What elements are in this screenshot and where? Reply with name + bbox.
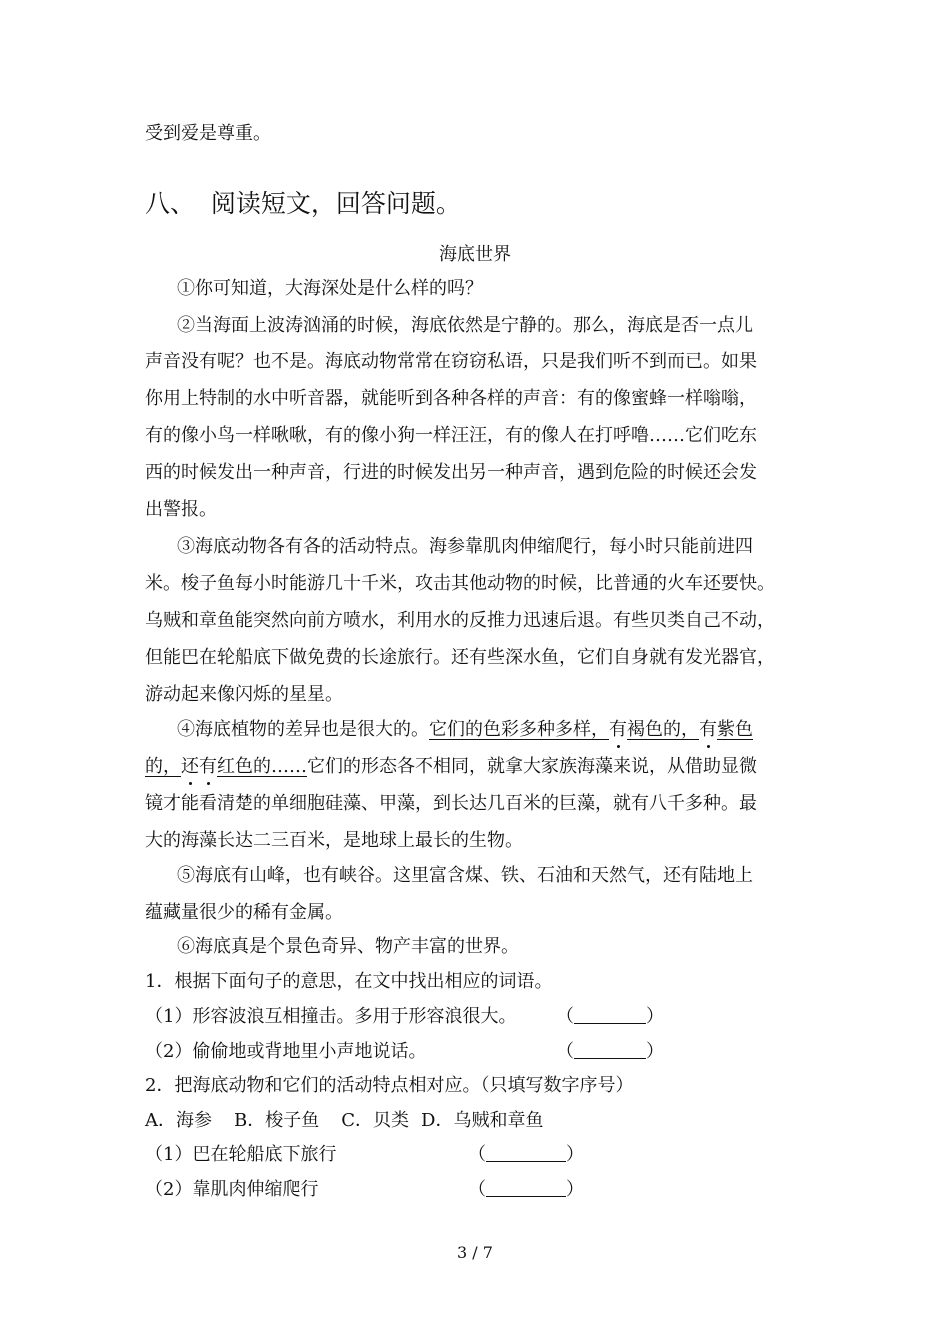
option-c: C．贝类: [341, 1110, 410, 1131]
article-line: 有的像小鸟一样啾啾，有的像小狗一样汪汪，有的像人在打呼噜……它们吃东: [145, 425, 757, 446]
article-line: ③海底动物各有各的活动特点。海参靠肌肉伸缩爬行，每小时只能前进四: [177, 536, 753, 557]
section-number: 八、: [145, 189, 196, 218]
option-a: A．海参: [145, 1110, 212, 1131]
answer-blank[interactable]: （ ）: [556, 1041, 664, 1062]
underlined-phrase: 紫色: [717, 719, 753, 740]
article-line: 乌贼和章鱼能突然向前方喷水，利用水的反推力迅速后退。有些贝类自己不动，: [145, 610, 775, 631]
article-title: 海底世界: [439, 244, 511, 265]
section-title: 阅读短文，回答问题。: [210, 189, 461, 218]
previous-text-tail: 受到爱是尊重。: [145, 123, 271, 144]
question-1-item: （1）形容波浪互相撞击。多用于形容浪很大。: [145, 1006, 517, 1027]
question-2-stem: 2．把海底动物和它们的活动特点相对应。（只填写数字序号）: [145, 1075, 634, 1096]
answer-blank[interactable]: （ ）: [468, 1144, 584, 1165]
underlined-phrase: 红色的……: [217, 756, 307, 777]
article-line: 镜才能看清楚的单细胞硅藻、甲藻，到长达几百米的巨藻，就有八千多种。最: [145, 793, 757, 814]
article-line: 大的海藻长达二三百米，是地球上最长的生物。: [145, 830, 523, 851]
underlined-phrase: 褐色的，: [627, 719, 699, 740]
article-line: 米。梭子鱼每小时能游几十千米，攻击其他动物的时候，比普通的火车还要快。: [145, 573, 775, 594]
article-line: 出警报。: [145, 499, 217, 520]
article-line: ⑥海底真是个景色奇异、物产丰富的世界。: [177, 936, 519, 957]
question-1-item: （2）偷偷地或背地里小声地说话。: [145, 1041, 427, 1062]
underlined-phrase: 的，: [145, 756, 181, 777]
dotted-word: 有: [699, 719, 717, 740]
article-line: 游动起来像闪烁的星星。: [145, 684, 343, 705]
dotted-word: 有: [609, 719, 627, 740]
answer-blank[interactable]: （ ）: [468, 1179, 584, 1200]
article-line-p4-first: [177, 718, 753, 742]
question-2-options: [145, 1109, 565, 1133]
p4-lead: ④海底植物的差异也是很大的。: [177, 719, 429, 740]
dotted-word: 有: [199, 756, 217, 777]
article-line: ②当海面上波涛汹涌的时候，海底依然是宁静的。那么，海底是否一点儿: [177, 315, 753, 336]
p4-rest: 它们的形态各不相同，就拿大家族海藻来说，从借助显微: [307, 756, 757, 777]
answer-blank[interactable]: （ ）: [556, 1006, 664, 1027]
article-line: 西的时候发出一种声音，行进的时候发出另一种声音，遇到危险的时候还会发: [145, 462, 757, 483]
page-number: 3 / 7: [457, 1243, 493, 1262]
article-line: ⑤海底有山峰，也有峡谷。这里富含煤、铁、石油和天然气，还有陆地上: [177, 865, 753, 886]
section-heading: [145, 188, 461, 220]
underlined-phrase: 它们的色彩多种多样，: [429, 719, 609, 740]
article-line: 你用上特制的水中听音器，就能听到各种各样的声音：有的像蜜蜂一样嗡嗡，: [145, 388, 757, 409]
question-2-item: （2）靠肌肉伸缩爬行: [145, 1179, 319, 1200]
article-line: 声音没有呢？也不是。海底动物常常在窃窃私语，只是我们听不到而已。如果: [145, 351, 757, 372]
article-line: 蕴藏量很少的稀有金属。: [145, 902, 343, 923]
question-1-stem: 1．根据下面句子的意思，在文中找出相应的词语。: [145, 971, 553, 992]
article-line: ①你可知道，大海深处是什么样的吗？: [177, 278, 483, 299]
dotted-word: 还: [181, 756, 199, 777]
option-d: D．乌贼和章鱼: [421, 1110, 544, 1131]
question-2-item: （1）巴在轮船底下旅行: [145, 1144, 337, 1165]
article-line-p4-second: [145, 755, 757, 779]
option-b: B．梭子鱼: [234, 1110, 320, 1131]
article-line: 但能巴在轮船底下做免费的长途旅行。还有些深水鱼，它们自身就有发光器官，: [145, 647, 775, 668]
